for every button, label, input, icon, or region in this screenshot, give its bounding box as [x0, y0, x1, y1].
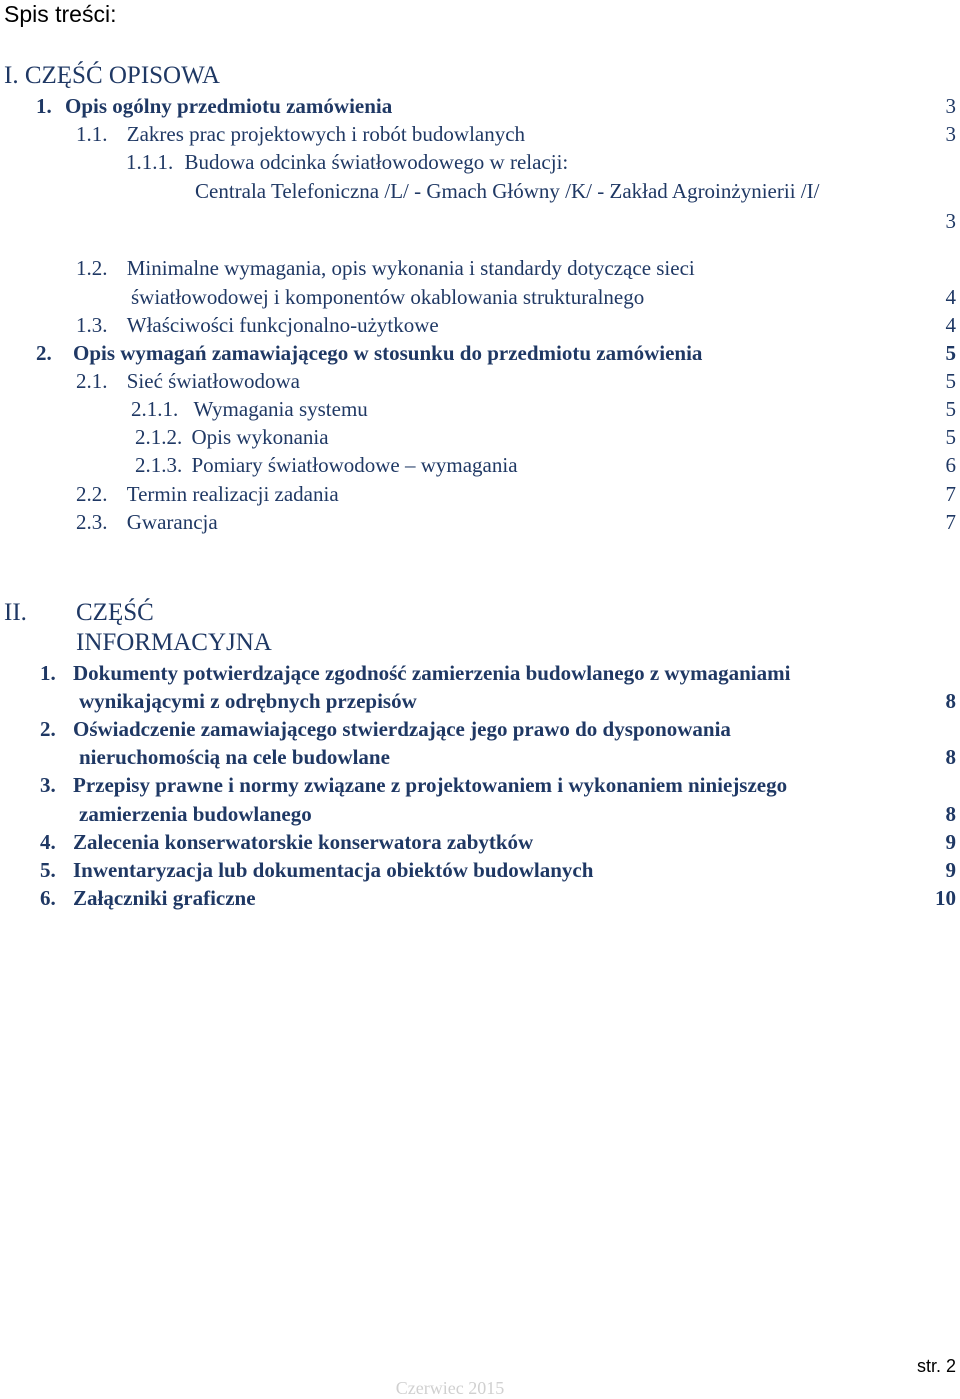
- toc2-entry-6[interactable]: [40, 885, 256, 911]
- toc-text-continuation: zamierzenia budowlanego: [79, 802, 312, 826]
- toc-number: 2.1.2.: [135, 425, 183, 449]
- toc-entry-2-1-2[interactable]: [135, 424, 329, 450]
- part-number: II.: [4, 599, 27, 626]
- toc-text: Dokumenty potwierdzające zgodność zamierzenia budowlanego z wymaganiami: [73, 661, 791, 685]
- toc-number: 1.: [40, 661, 56, 685]
- toc-text: Opis wykonania: [191, 425, 329, 449]
- page-number: str. 2: [916, 1356, 956, 1376]
- toc-text-continuation: światłowodowej i komponentów okablowania strukturalnego: [131, 285, 645, 309]
- toc-page: 8: [945, 802, 956, 826]
- toc-text-continuation: Centrala Telefoniczna /L/ - Gmach Główny /K/ - Zakład Agroinżynierii /I/: [195, 179, 820, 203]
- toc-page: 5: [945, 369, 956, 393]
- toc-page: 8: [945, 689, 956, 713]
- toc-entry-1-1-1[interactable]: [126, 149, 568, 175]
- toc-text: Minimalne wymagania, opis wykonania i standardy dotyczące sieci: [126, 256, 695, 280]
- toc-number: 2.1.3.: [135, 453, 183, 477]
- toc-entry-2-2[interactable]: [76, 481, 339, 507]
- toc-page: 9: [945, 858, 956, 882]
- toc-entry-2-1-3[interactable]: [135, 452, 518, 478]
- toc-number: 2.1.: [76, 369, 108, 393]
- toc-number: 1.1.: [76, 122, 108, 146]
- document-title: Spis treści:: [4, 1, 117, 27]
- toc2-entry-5[interactable]: [40, 857, 593, 883]
- toc-number: 1.: [36, 94, 52, 118]
- toc-page: 4: [945, 313, 956, 337]
- toc-text: Gwarancja: [126, 510, 218, 534]
- toc-text: Przepisy prawne i normy związane z projektowaniem i wykonaniem niniejszego: [73, 773, 788, 797]
- toc-number: 2.1.1.: [131, 397, 179, 421]
- toc-page: 6: [945, 453, 956, 477]
- toc-text: Sieć światłowodowa: [126, 369, 300, 393]
- toc-text: Załączniki graficzne: [73, 886, 256, 910]
- toc-text: Oświadczenie zamawiającego stwierdzające jego prawo do dysponowania: [73, 717, 731, 741]
- toc2-entry-1[interactable]: [40, 660, 790, 686]
- toc-page: 3: [945, 94, 956, 118]
- toc-text: Budowa odcinka światłowodowego w relacji:: [184, 150, 569, 174]
- toc-text: Zakres prac projektowych i robót budowlanych: [126, 122, 526, 146]
- toc-page: 3: [945, 122, 956, 146]
- toc-page: 10: [935, 886, 956, 910]
- toc-text: Pomiary światłowodowe – wymagania: [191, 453, 518, 477]
- toc2-entry-3[interactable]: [40, 772, 787, 798]
- toc-text: Właściwości funkcjonalno-użytkowe: [126, 313, 439, 337]
- toc-page: 7: [945, 482, 956, 506]
- toc-text: Termin realizacji zadania: [126, 482, 339, 506]
- toc-number: 1.3.: [76, 313, 108, 337]
- toc-text-continuation: wynikającymi z odrębnych przepisów: [79, 689, 417, 713]
- toc-page: 5: [945, 397, 956, 421]
- toc-number: 1.1.1.: [126, 150, 174, 174]
- toc-number: 3.: [40, 773, 56, 797]
- toc-page: 5: [945, 341, 956, 365]
- toc-number: 5.: [40, 858, 56, 882]
- toc-number: 4.: [40, 830, 56, 854]
- toc-entry-1[interactable]: [36, 93, 392, 119]
- toc-text: Zalecenia konserwatorskie konserwatora zabytków: [73, 830, 534, 854]
- toc-page: 4: [945, 285, 956, 309]
- toc-number: 2.3.: [76, 510, 108, 534]
- toc-entry-1-2[interactable]: [76, 255, 695, 281]
- toc-entry-1-1[interactable]: [76, 121, 525, 147]
- toc-page: 5: [945, 425, 956, 449]
- toc-text: Wymagania systemu: [193, 397, 368, 421]
- toc-text: Inwentaryzacja lub dokumentacja obiektów budowlanych: [73, 858, 594, 882]
- toc-number: 2.: [36, 341, 52, 365]
- toc-entry-2[interactable]: [36, 340, 702, 366]
- toc-text: Opis ogólny przedmiotu zamówienia: [65, 94, 393, 118]
- toc-entry-2-1[interactable]: [76, 368, 300, 394]
- toc-entry-2-1-1[interactable]: [131, 396, 368, 422]
- toc-number: 1.2.: [76, 256, 108, 280]
- part-label: CZĘŚĆ INFORMACYJNA: [76, 599, 272, 656]
- toc2-entry-4[interactable]: [40, 829, 533, 855]
- toc2-entry-2[interactable]: [40, 716, 731, 742]
- toc-entry-1-3[interactable]: [76, 312, 439, 338]
- toc-entry-2-3[interactable]: [76, 509, 218, 535]
- toc-page: 9: [945, 830, 956, 854]
- toc-number: 2.: [40, 717, 56, 741]
- toc-number: 2.2.: [76, 482, 108, 506]
- toc-page: 8: [945, 745, 956, 769]
- toc-page: 7: [945, 510, 956, 534]
- part-1-heading: I. CZĘŚĆ OPISOWA: [4, 62, 220, 89]
- toc-page: 3: [945, 209, 956, 233]
- toc-number: 6.: [40, 886, 56, 910]
- toc-text: Opis wymagań zamawiającego w stosunku do przedmiotu zamówienia: [73, 341, 703, 365]
- toc-text-continuation: nieruchomością na cele budowlane: [79, 745, 390, 769]
- footer-date: Czerwiec 2015: [395, 1378, 505, 1398]
- part-2-heading: [4, 598, 272, 656]
